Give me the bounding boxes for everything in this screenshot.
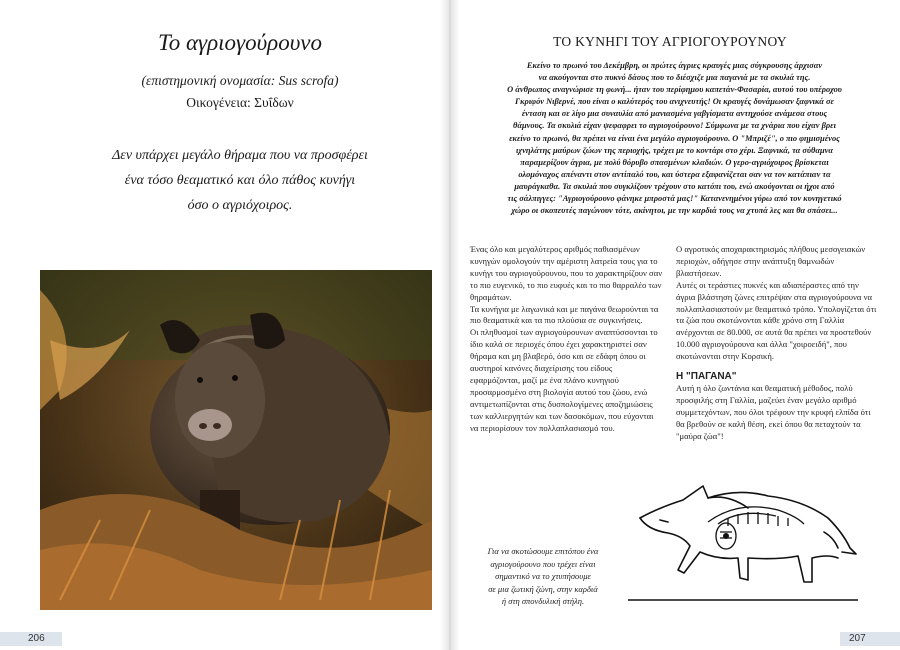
- boar-anatomy-drawing: [628, 478, 858, 608]
- caption-line: αγριογούρουνο που τρέχει είναι: [490, 558, 596, 569]
- body-column-1: [470, 244, 663, 435]
- body-paragraph: Ένας όλο και μεγαλύτερος αριθμός παθιασμένων κυνηγών ομολογούν την αμέριστη λατρεία τους για το κυνήγι του αγριογούρουνου, που το χαρακτηρίζουν σαν το πιο ευγενικό, το πιο ευφυές και το πιο θαρραλέο των θηραμάτων.: [470, 244, 663, 302]
- body-paragraph: Ο αγροτικός αποχαρακτηρισμός πλήθους μεσογειακών περιοχών, οδήγησε στην ανάπτυξη θαμνωδών βλαστήσεων.: [676, 244, 866, 278]
- quote-line: Δεν υπάρχει μεγάλο θήραμα που να προσφέρει: [112, 148, 368, 163]
- intro-line: εκείνο το πρωινό, θα πρέπει να είναι ένα μεγάλο αγριογούρουνο. Ο "Μπριζέ", ο πιο φημισμένος: [509, 133, 840, 143]
- section-title: ΤΟ ΚΥΝΗΓΙ ΤΟΥ ΑΓΡΙΟΓΟΥΡΟΥΝΟΥ: [553, 34, 787, 49]
- page-number-right: 207: [840, 632, 900, 646]
- intro-line: Εκείνο το πρωινό του Δεκέμβρη, οι πρώτες άγριες κραυγές μιας σύγκρουσης άρχισαν: [526, 61, 823, 70]
- figure-caption: [473, 545, 613, 608]
- body-paragraph: Οι πληθυσμοί των αγριογούρουνων αναπτύσσονται το ίδιο καλά σε περιοχές όπου έχει χαρακτηριστεί σαν θήραμα και μη βλαβερό, όσο και σε εδάφη όπου οι αυστηροί κανόνες διαχείρισης του είδους εφαρμόζονται, μαζί με ένα πλάνο κυνηγιού προσαρμοσμένο στη βιολογία αυτού του ζώου, ενώ αντιμετωπίζονται στις δυσπολογίμενες αποζημιώσεις των καλλιεργητών και των δασοκόμων, που εύχονται να περιορίσουν τον πολλαπλασιασμό του.: [470, 327, 658, 433]
- wild-boar-photo: [40, 270, 432, 610]
- intro-line: ολομόναχος απέναντι στον αντίπαλό του, και ύστερα εξαφανίζεται σαν να τον κατάπιαν τα: [518, 169, 831, 179]
- intro-line: Γκριφόν Νιβερνέ, που είναι ο καλύτερός του ανιχνευτής! Οι κραυγές δυνάμωσαν ξαφνικά σε: [515, 97, 834, 107]
- intro-line: μαυράγκαθα. Τα σκυλιά που συγκλίζουν τρέχουν στο κατόπι του, ενώ ακούγονται οι ήχοι από: [514, 181, 835, 191]
- family-name: Οικογένεια: Συΐδων: [186, 95, 294, 110]
- intro-line: θάμνους. Τα σκυλιά είχαν ψεφαφρει το αγριογούρουνο! Σύμφωνα με τα χνάρια που είχαν βρει: [513, 121, 836, 131]
- subheading: Η "ΠΑΓΑΝΑ": [676, 371, 737, 383]
- quote-line: όσο ο αγριόχοιρος.: [187, 198, 293, 213]
- intro-line: παραμερίζουν άγρια, με πολύ θόρυβο σπασμένων κλαδιών. Ο γερο-αγριόχοιρος βρίσκεται: [520, 157, 829, 167]
- intro-line: τις σάλπιγγες: "Αγριογούρουνο φάνηκε μπροστά μας!" Κατανενημένοι γύρω από τον κυνηγετικό: [507, 194, 842, 204]
- body-column-2: [676, 244, 880, 443]
- intro-line: χώρο οι σκοπευτές παγώνουν τότε, ακίνητοι, με την καρδιά τους να χτυπά λες και θα σπάσει...: [511, 206, 838, 216]
- page-title: Το αγριογούρουνο: [158, 30, 322, 55]
- quote-line: ένα τόσο θεαματικό και όλο πάθος κυνήγι: [124, 173, 356, 188]
- intro-line: ιχνηλάτης μαύρων ζώων της περιοχής, τρέχει με το κοντάρι στο χέρι. Ξαφνικά, τα σύθαμνα: [515, 145, 834, 155]
- body-paragraph: Αυτές οι τεράστιες πυκνές και αδιαπέραστες από την άγρια βλάστηση ζώνες επιτρέψαν στα αγριογούρουνα να πολλαπλασιαστούν με θεαματικό τρόπο. Υπολογίζεται ότι τα ζώα που σκοτώνονται κάθε χρόνο στη Γαλλία ανέρχονται σε 80.000, σε αυτά θα πρέπει να προστεθούν 10.000 αγριογούρουνα και άλλα "χοιροειδή", που σκοτώνονται στην Κορσική.: [676, 279, 877, 362]
- body-paragraph: Τα κυνήγια με λαγωνικά και με παγάνα θεωρούνται τα πιο θεαματικά και τα πιο πλούσια σε συγκινήσεις.: [470, 303, 659, 326]
- book-gutter: [440, 0, 460, 650]
- caption-line: Για να σκοτώσουμε επιτόπου ένα: [487, 546, 599, 556]
- page-number-left: 206: [0, 632, 62, 646]
- scientific-name: (επιστημονική ονομασία: Sus scrofa): [141, 73, 339, 88]
- caption-line: σε μια ζωτική ζώνη, στην καρδιά: [488, 583, 598, 594]
- intro-line: Ο άνθρωπος αναγνώρισε τη φωνή... ήταν του περίφημου καπετάν-Φασαρία, αυτού του υπέροχου: [507, 85, 842, 95]
- intro-quote: [40, 143, 440, 218]
- body-paragraph: Αυτή η όλο ζωντάνια και θεαματική μέθοδος, πολύ προσφιλής στη Γαλλία, μαζεύει έναν μεγάλο αριθμό συμμετεχόντων, που όλοι τρέφουν την κρυφή ελπίδα ότι θα βρεθούν σε καλή θέση, εκεί όπου θα πεταχτούν τα "μαύρα ζώα"!: [676, 382, 871, 441]
- intro-line: ένταση και σε λίγο μια συναυλία από μανιασμένα γαβγίσματα αντηχούσε ανάμεσα στους: [521, 109, 828, 119]
- caption-line: ή στη σπονδυλική στήλη.: [501, 596, 585, 606]
- intro-line: να ακούγονται στο πυκνό δάσος που το διέσχιζε μια παγανιά με τα σκυλιά της.: [538, 73, 811, 83]
- intro-paragraph: [472, 60, 877, 217]
- caption-line: σημαντικό να το χτυπήσουμε: [495, 571, 591, 581]
- left-page: [0, 0, 448, 650]
